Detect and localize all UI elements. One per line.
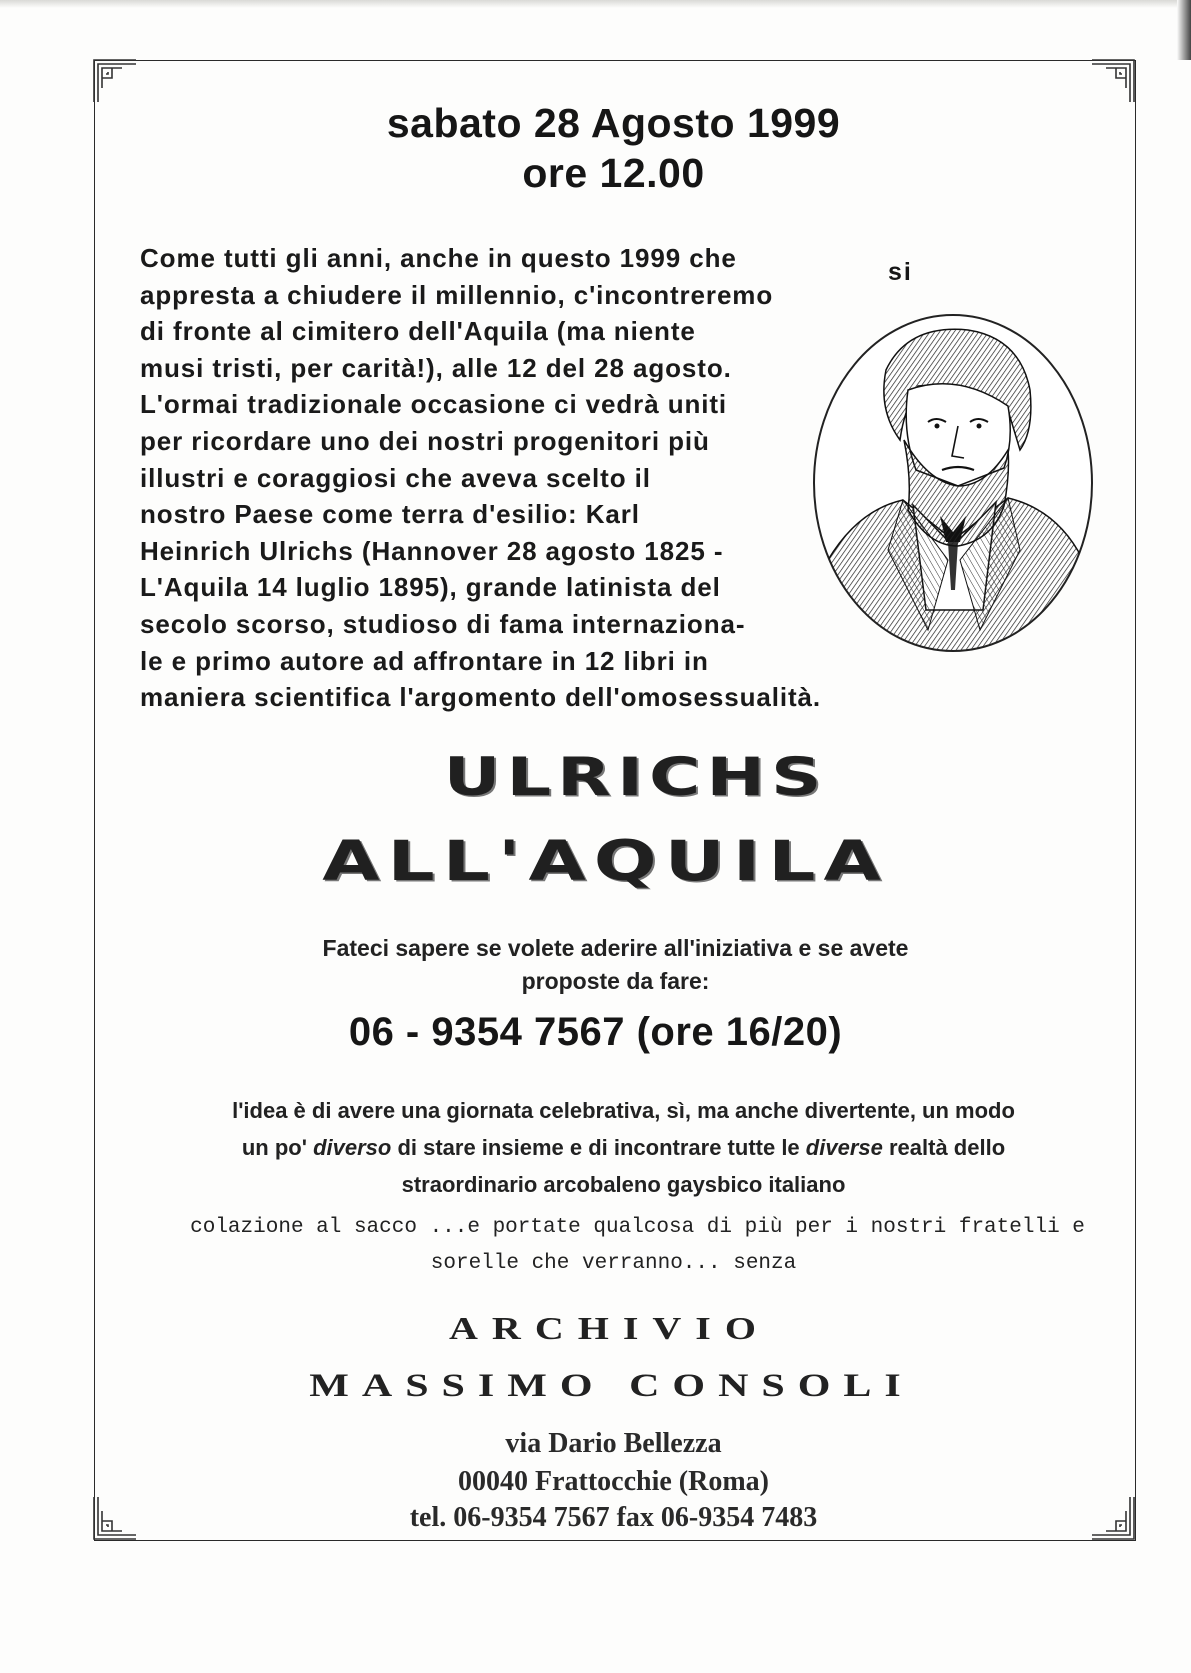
intro-line: appresta a chiudere il millennio, c'incontreremo — [140, 279, 774, 310]
invite-line-1: Fateci sapere se volete aderire all'iniziativa e se avete — [322, 935, 909, 961]
scan-top-edge — [0, 0, 1191, 8]
org-name-massimo-consoli: MASSIMO CONSOLI — [309, 1368, 914, 1404]
intro-line: L'ormai tradizionale occasione ci vedrà uniti — [140, 389, 728, 420]
intro-line: di fronte al cimitero dell'Aquila (ma niente — [140, 316, 696, 347]
intro-line: maniera scientifica l'argomento dell'omosessualità. — [140, 682, 822, 713]
idea-emphasis: diverse — [805, 1135, 883, 1160]
intro-paragraph — [140, 240, 920, 716]
intro-line: L'Aquila 14 luglio 1895), grande latinista del — [140, 572, 721, 603]
idea-line-1: l'idea è di avere una giornata celebrativa, sì, ma anche divertente, un modo — [232, 1098, 1015, 1123]
lunch-line-2: sorelle che verranno... senza — [430, 1252, 797, 1275]
intro-line: Heinrich Ulrichs (Hannover 28 agosto 1825 - — [140, 535, 724, 566]
invite-line-2: proposte da fare: — [521, 968, 710, 994]
corner-ornament-top-left — [92, 58, 138, 104]
title-ulrichs: ULRICHS — [443, 746, 828, 808]
corner-ornament-top-right — [1090, 58, 1136, 104]
scan-right-edge — [1177, 0, 1191, 60]
idea-line-2 — [28, 1135, 1191, 1161]
intro-line: nostro Paese come terra d'esilio: Karl — [140, 499, 640, 530]
idea-text: realtà dello — [882, 1135, 1006, 1160]
intro-line: illustri e coraggiosi che aveva scelto il — [140, 462, 651, 493]
intro-line: le e primo autore ad affrontare in 12 libri in — [140, 645, 709, 676]
org-address: via Dario Bellezza — [505, 1428, 722, 1459]
idea-emphasis: diverso — [313, 1135, 392, 1160]
idea-text: un po' — [241, 1135, 314, 1160]
org-contacts: tel. 06-9354 7567 fax 06-9354 7483 — [409, 1502, 818, 1533]
intro-line: Come tutti gli anni, anche in questo 1999 che — [140, 243, 737, 273]
idea-text: di stare insieme e di incontrare tutte le — [391, 1135, 806, 1160]
event-time: ore 12.00 — [522, 150, 705, 196]
ulrichs-portrait-engraving — [808, 310, 1098, 656]
contact-phone: 06 - 9354 7567 (ore 16/20) — [348, 1010, 843, 1054]
event-date: sabato 28 Agosto 1999 — [386, 100, 841, 146]
title-allaquila: ALL'AQUILA — [322, 828, 889, 894]
intro-line: per ricordare uno dei nostri progenitori più — [140, 425, 710, 456]
intro-word-si: si — [888, 258, 913, 286]
idea-line-3: straordinario arcobaleno gaysbico italiano — [401, 1172, 846, 1197]
org-city: 00040 Frattocchie (Roma) — [457, 1466, 769, 1497]
org-name-archivio: ARCHIVIO — [449, 1310, 770, 1347]
lunch-line-1: colazione al sacco ...e portate qualcosa di più per i nostri fratelli e — [190, 1216, 1085, 1239]
intro-line: secolo scorso, studioso di fama internaziona- — [140, 608, 746, 639]
intro-line: musi tristi, per carità!), alle 12 del 28 agosto. — [140, 352, 732, 383]
